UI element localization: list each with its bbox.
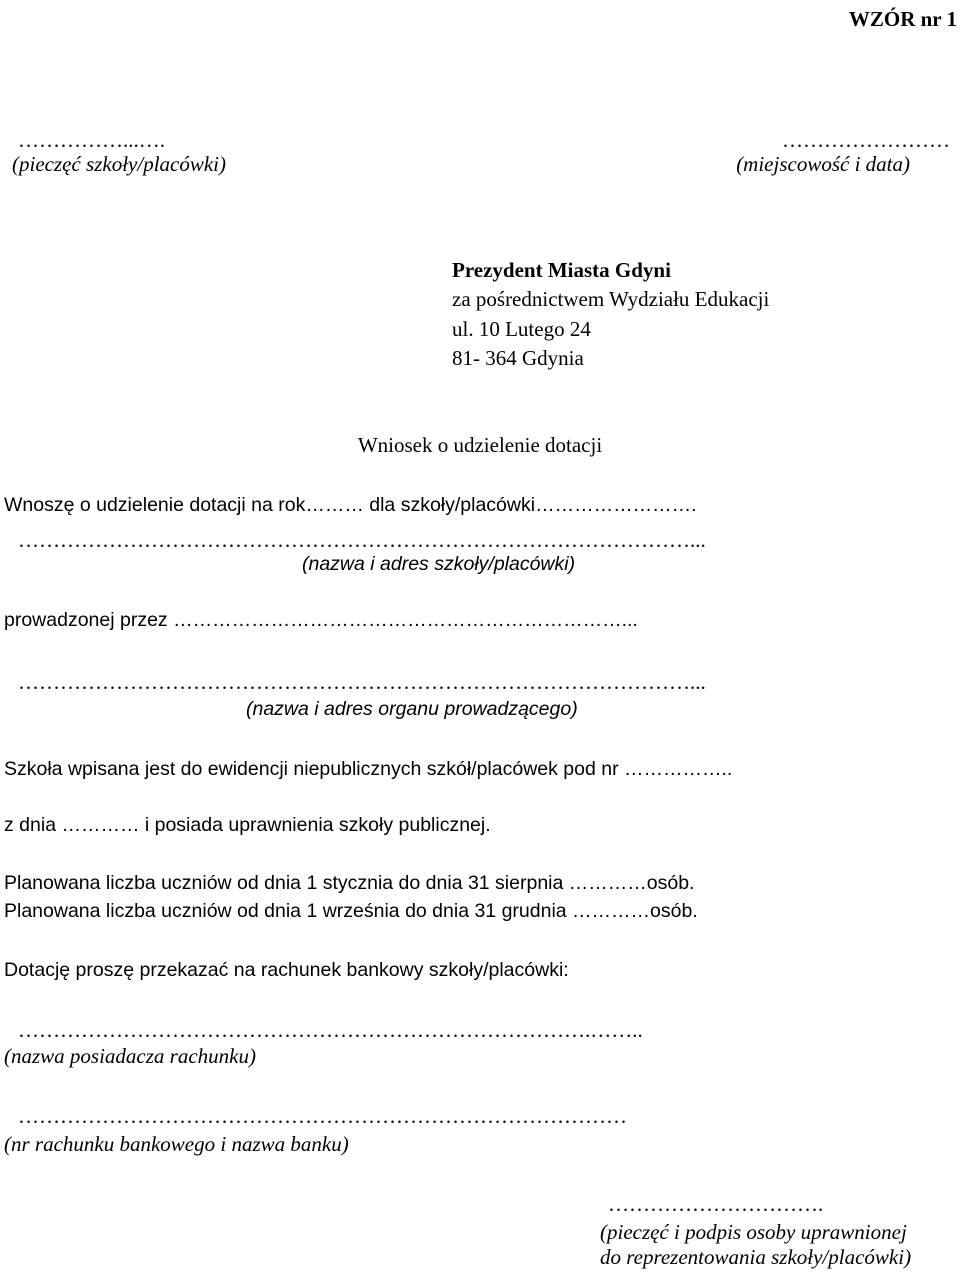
account-dots: …………………………………………………………………………… <box>18 1104 627 1128</box>
school-dots: ……………………………………………………………………………………... <box>18 528 706 552</box>
signature-dots: …………………………. <box>608 1192 824 1216</box>
place-date-dots: …………………… <box>782 128 950 152</box>
request-line: Wnoszę o udzielenie dotacji na rok……… dla szkoły/placówki……………………. <box>4 494 697 516</box>
stamp-caption: (pieczęć szkoły/placówki) <box>12 152 226 176</box>
operator-caption: (nazwa i adres organu prowadzącego) <box>246 698 578 720</box>
holder-dots: ……………………………………………………………………….…….. <box>18 1018 643 1042</box>
signature-caption-1: (pieczęć i podpis osoby uprawnionej <box>600 1220 907 1244</box>
operator-dots: ……………………………………………………………………………………... <box>18 670 706 694</box>
stamp-dots: ……………...…. <box>18 128 165 152</box>
place-date-caption: (miejscowość i data) <box>736 152 910 176</box>
students-line-1: Planowana liczba uczniów od dnia 1 stycznia do dnia 31 sierpnia …………osób. <box>4 872 695 894</box>
students-line-2: Planowana liczba uczniów od dnia 1 września do dnia 31 grudnia …………osób. <box>4 900 698 922</box>
holder-caption: (nazwa posiadacza rachunku) <box>4 1044 256 1068</box>
date-line: z dnia ………… i posiada uprawnienia szkoły publicznej. <box>4 814 491 836</box>
transfer-line: Dotację proszę przekazać na rachunek bankowy szkoły/placówki: <box>4 959 569 981</box>
operator-line: prowadzonej przez ……………………………………………………………... <box>4 609 638 631</box>
model-label: WZÓR nr 1 <box>848 7 957 31</box>
recipient-street: ul. 10 Lutego 24 <box>452 317 591 341</box>
recipient-name: Prezydent Miasta Gdyni <box>452 258 671 282</box>
recipient-line2: za pośrednictwem Wydziału Edukacji <box>452 287 770 311</box>
signature-caption-2: do reprezentowania szkoły/placówki) <box>600 1245 912 1269</box>
school-caption: (nazwa i adres szkoły/placówki) <box>302 553 576 575</box>
account-caption: (nr rachunku bankowego i nazwa banku) <box>4 1132 349 1156</box>
recipient-postal-city: 81- 364 Gdynia <box>452 346 584 370</box>
register-line: Szkoła wpisana jest do ewidencji niepublicznych szkół/placówek pod nr …………….. <box>4 758 733 780</box>
form-title: Wniosek o udzielenie dotacji <box>357 433 603 457</box>
